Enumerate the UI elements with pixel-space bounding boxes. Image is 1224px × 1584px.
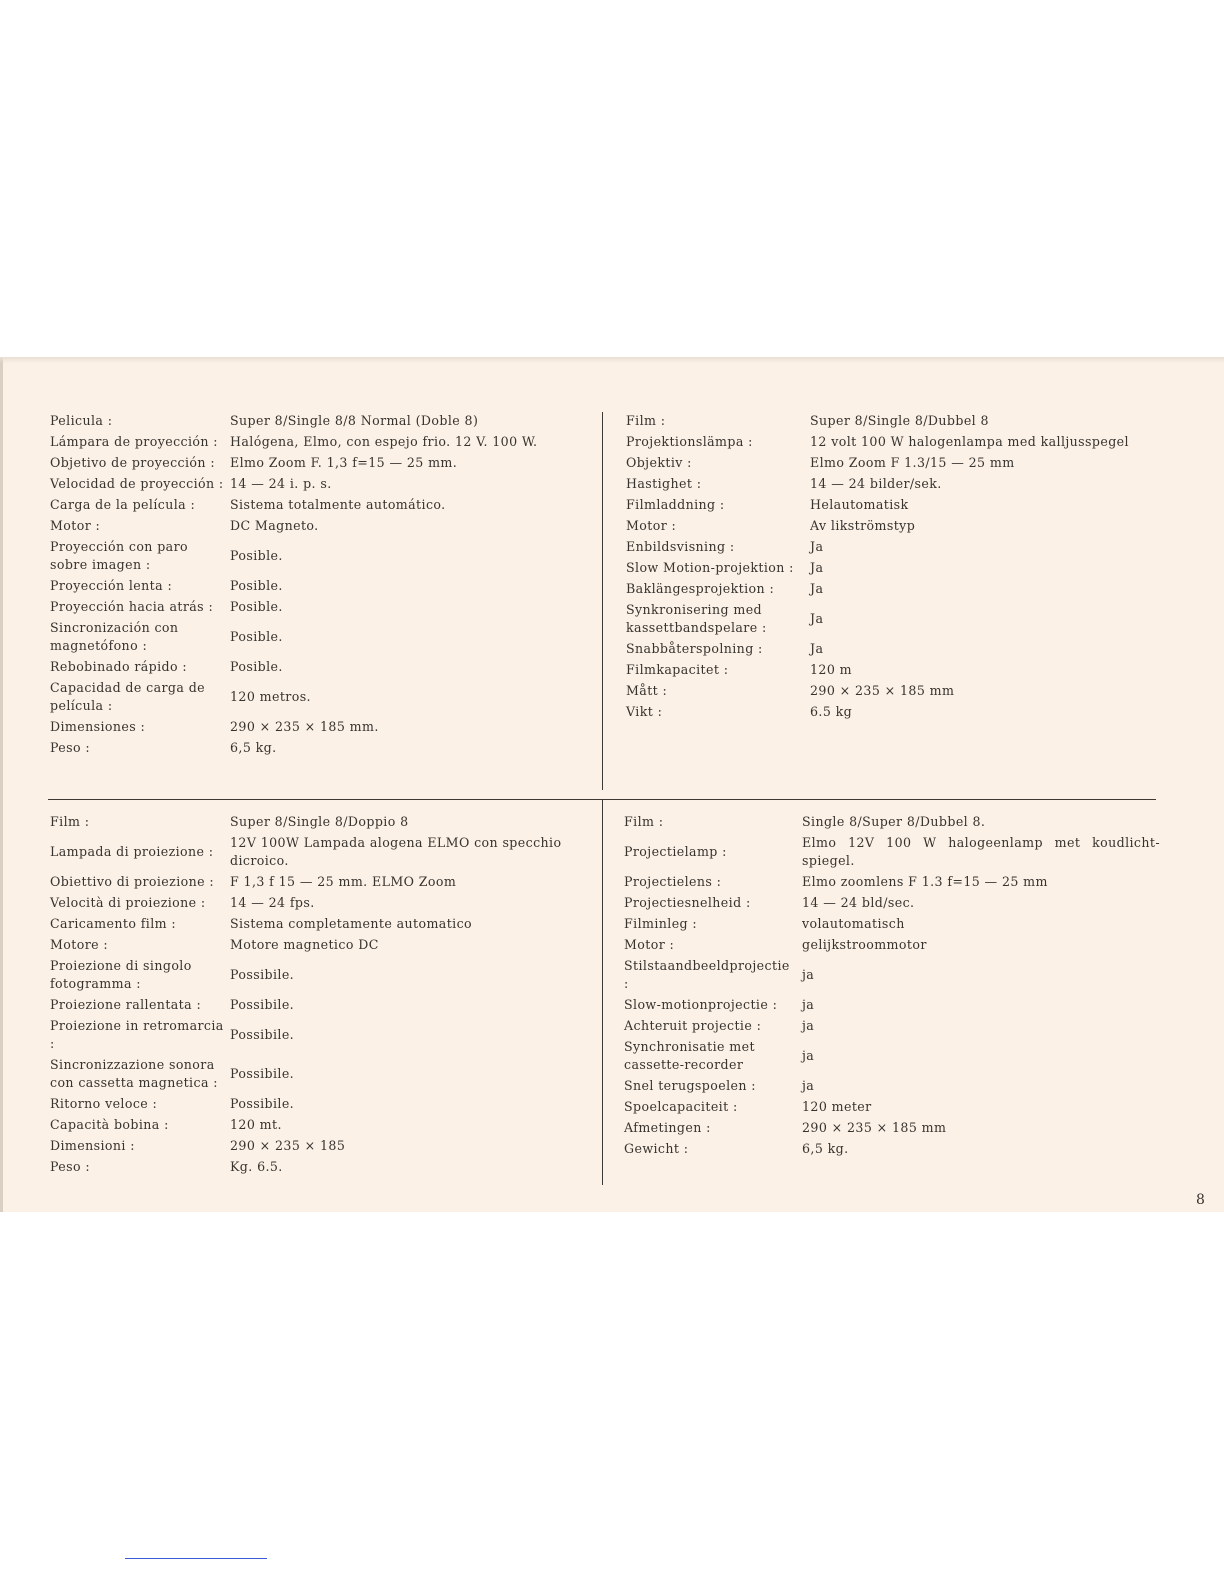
spec-value: Sistema totalmente automático. (230, 497, 446, 512)
swedish-spec-table (626, 411, 1160, 723)
spec-label: Dimensiones : (50, 719, 146, 734)
spec-label: Snel terugspoelen : (624, 1078, 756, 1093)
page-edge-shadow (0, 357, 1224, 363)
spec-row (626, 681, 1160, 702)
spec-value: Possibile. (230, 1027, 295, 1042)
spec-label: Afmetingen : (624, 1120, 711, 1135)
spec-value: Kg. 6.5. (230, 1159, 283, 1174)
spec-label: Vikt : (626, 704, 663, 719)
spec-row (626, 639, 1160, 660)
spec-label: Hastighet : (626, 476, 702, 491)
spec-value: Posible. (230, 548, 283, 563)
spec-value: 120 m (810, 662, 852, 677)
dutch-specifications (624, 812, 1160, 1160)
spec-label: Obiettivo di proiezione : (50, 874, 215, 889)
spec-row (50, 1016, 590, 1055)
spec-row (624, 1139, 1160, 1160)
spec-row (624, 935, 1160, 956)
spec-row (626, 579, 1160, 600)
spec-row (50, 576, 590, 597)
spec-value: ja (802, 1078, 815, 1093)
spec-label: Velocidad de proyección : (50, 476, 224, 491)
spec-row (624, 893, 1160, 914)
spec-value: 12 volt 100 W halogenlampa med kalljusspegel (810, 434, 1129, 449)
spec-label: Carga de la película : (50, 497, 196, 512)
spanish-specifications (50, 411, 590, 759)
spec-label: Motor : (626, 518, 677, 533)
spec-value: Halógena, Elmo, con espejo frio. 12 V. 100 W. (230, 434, 538, 449)
spec-label: Dimensioni : (50, 1138, 135, 1153)
spec-row (50, 618, 590, 657)
spec-value: 120 meter (802, 1099, 872, 1114)
spec-label: Pelicula : (50, 413, 113, 428)
spec-row (626, 453, 1160, 474)
spec-row (626, 495, 1160, 516)
spec-value: 14 — 24 i. p. s. (230, 476, 332, 491)
spec-row (50, 935, 590, 956)
spec-value: 6,5 kg. (230, 740, 277, 755)
spec-value: volautomatisch (802, 916, 905, 931)
spec-row (624, 995, 1160, 1016)
spec-label: Sincronización con magnetófono : (50, 620, 179, 653)
spec-label: Motore : (50, 937, 109, 952)
spec-label: Capacità bobina : (50, 1117, 169, 1132)
italian-specifications (50, 812, 590, 1178)
spec-label: Snabbåterspolning : (626, 641, 763, 656)
spec-value: ja (802, 997, 815, 1012)
spec-label: Projectiesnelheid : (624, 895, 751, 910)
column-divider-top (602, 412, 603, 790)
spec-row (50, 872, 590, 893)
spec-label: Slow-motionprojectie : (624, 997, 778, 1012)
spec-value: Ja (810, 611, 824, 626)
spec-value: 290 × 235 × 185 mm. (230, 719, 379, 734)
spec-value: Possibile. (230, 967, 295, 982)
spec-row (626, 660, 1160, 681)
spec-value: Super 8/Single 8/8 Normal (Doble 8) (230, 413, 479, 428)
spec-label: Caricamento film : (50, 916, 177, 931)
spanish-spec-table (50, 411, 590, 759)
spec-value: Ja (810, 641, 824, 656)
spec-label: Film : (626, 413, 666, 428)
spec-label: Synkronisering med kassettbandspelare : (626, 602, 767, 635)
spec-value: 290 × 235 × 185 (230, 1138, 346, 1153)
dutch-spec-table (624, 812, 1160, 1160)
spec-row (624, 914, 1160, 935)
spec-value: Possibile. (230, 997, 295, 1012)
spec-value: 120 metros. (230, 689, 311, 704)
spec-value: Elmo zoomlens F 1.3 f=15 — 25 mm (802, 874, 1048, 889)
spec-label: Motor : (50, 518, 101, 533)
spec-label: Mått : (626, 683, 668, 698)
spec-row (626, 516, 1160, 537)
spec-label: Proiezione in retromarcia : (50, 1018, 224, 1051)
spec-value: 14 — 24 bld/sec. (802, 895, 915, 910)
spec-value: Posible. (230, 659, 283, 674)
spec-label: Filminleg : (624, 916, 698, 931)
spec-row (50, 833, 590, 872)
spec-label: Slow Motion-projektion : (626, 560, 794, 575)
spec-value: Super 8/Single 8/Doppio 8 (230, 814, 409, 829)
spec-row (50, 597, 590, 618)
spec-row (50, 678, 590, 717)
spec-row (50, 1136, 590, 1157)
spec-value: Posible. (230, 599, 283, 614)
spec-value: ja (802, 967, 815, 982)
spec-value: Motore magnetico DC (230, 937, 379, 952)
spec-row (50, 432, 590, 453)
spec-value: Av likströmstyp (810, 518, 916, 533)
spec-label: Proyección hacia atrás : (50, 599, 214, 614)
spec-label: Synchronisatie met cassette-recorder (624, 1039, 755, 1072)
spec-value: Helautomatisk (810, 497, 909, 512)
spec-label: Filmkapacitet : (626, 662, 729, 677)
spec-row (50, 495, 590, 516)
spec-row (50, 995, 590, 1016)
spec-row (624, 872, 1160, 893)
spec-row (626, 474, 1160, 495)
spec-row (50, 738, 590, 759)
spec-row (50, 1094, 590, 1115)
spec-row (50, 657, 590, 678)
spec-label: Spoelcapaciteit : (624, 1099, 738, 1114)
spec-value: ja (802, 1048, 815, 1063)
spec-value: 6.5 kg (810, 704, 853, 719)
spec-value: Elmo Zoom F 1.3/15 — 25 mm (810, 455, 1015, 470)
spec-value: Possibile. (230, 1096, 295, 1111)
spec-label: Proiezione di singolo fotogramma : (50, 958, 192, 991)
spec-label: Proyección con paro sobre imagen : (50, 539, 188, 572)
spec-label: Objetivo de proyección : (50, 455, 215, 470)
spec-label: Baklängesprojektion : (626, 581, 775, 596)
spec-label: Capacidad de carga de película : (50, 680, 206, 713)
spec-label: Film : (624, 814, 664, 829)
spec-label: Achteruit projectie : (624, 1018, 762, 1033)
spec-label: Filmladdning : (626, 497, 725, 512)
spec-row (624, 1037, 1160, 1076)
spec-row (50, 812, 590, 833)
spec-row (624, 956, 1160, 995)
spec-value: 120 mt. (230, 1117, 282, 1132)
swedish-specifications (626, 411, 1160, 723)
spec-row (50, 1115, 590, 1136)
spec-label: Lámpara de proyección : (50, 434, 218, 449)
spec-value: F 1,3 f 15 — 25 mm. ELMO Zoom (230, 874, 457, 889)
spec-value: gelijkstroommotor (802, 937, 927, 952)
spec-row (624, 1076, 1160, 1097)
spec-row (624, 1118, 1160, 1139)
spec-row (50, 474, 590, 495)
spec-value: 290 × 235 × 185 mm (802, 1120, 947, 1135)
spec-label: Gewicht : (624, 1141, 689, 1156)
spec-row (626, 411, 1160, 432)
spec-row (624, 1016, 1160, 1037)
spec-value: 290 × 235 × 185 mm (810, 683, 955, 698)
spec-label: Projectielens : (624, 874, 722, 889)
spec-row (50, 956, 590, 995)
spec-value: DC Magneto. (230, 518, 319, 533)
spec-row (626, 558, 1160, 579)
spec-value: 14 — 24 fps. (230, 895, 315, 910)
spec-row (624, 812, 1160, 833)
italian-spec-table (50, 812, 590, 1178)
spec-label: Projektionslämpa : (626, 434, 753, 449)
spec-label: Proyección lenta : (50, 578, 173, 593)
spec-label: Motor : (624, 937, 675, 952)
footnote-rule (125, 1558, 267, 1559)
spec-row (50, 411, 590, 432)
spec-label: Objektiv : (626, 455, 692, 470)
spec-row (50, 453, 590, 474)
spec-row (50, 537, 590, 576)
spec-value: Ja (810, 560, 824, 575)
column-divider-bottom (602, 800, 603, 1185)
spec-label: Peso : (50, 740, 91, 755)
spec-value: Super 8/Single 8/Dubbel 8 (810, 413, 989, 428)
spec-label: Stilstaandbeeldprojectie : (624, 958, 790, 991)
spec-row (50, 893, 590, 914)
spec-value: 12V 100W Lampada alogena ELMO con specchio dicroico. (230, 835, 562, 868)
spec-row (50, 914, 590, 935)
spec-value: Posible. (230, 629, 283, 644)
spec-label: Sincronizzazione sonora con cassetta magnetica : (50, 1057, 218, 1090)
spec-row (626, 600, 1160, 639)
spec-row (50, 1157, 590, 1178)
spec-label: Film : (50, 814, 90, 829)
spec-label: Rebobinado rápido : (50, 659, 188, 674)
spec-value: Elmo Zoom F. 1,3 f=15 — 25 mm. (230, 455, 458, 470)
spec-row (50, 1055, 590, 1094)
spec-label: Peso : (50, 1159, 91, 1174)
spec-row (50, 717, 590, 738)
spec-label: Projectielamp : (624, 844, 727, 859)
spec-label: Proiezione rallentata : (50, 997, 202, 1012)
spec-value: Posible. (230, 578, 283, 593)
spec-value: Ja (810, 581, 824, 596)
spec-value: 6,5 kg. (802, 1141, 849, 1156)
spec-row (50, 516, 590, 537)
spec-row (624, 833, 1160, 872)
spec-value: 14 — 24 bilder/sek. (810, 476, 942, 491)
spec-value: Ja (810, 539, 824, 554)
spec-value: Single 8/Super 8/Dubbel 8. (802, 814, 986, 829)
spec-label: Ritorno veloce : (50, 1096, 158, 1111)
spec-value: Sistema completamente automatico (230, 916, 473, 931)
spec-row (626, 702, 1160, 723)
spec-label: Velocità di proiezione : (50, 895, 206, 910)
spec-label: Lampada di proiezione : (50, 844, 214, 859)
spec-label: Enbildsvisning : (626, 539, 735, 554)
spec-row (624, 1097, 1160, 1118)
page-number: 8 (1196, 1192, 1205, 1208)
spec-value: Elmo 12V 100 W halogeenlamp met koudlicht-spiegel. (802, 835, 1160, 868)
spec-row (626, 432, 1160, 453)
spec-value: ja (802, 1018, 815, 1033)
spec-value: Possibile. (230, 1066, 295, 1081)
spec-row (626, 537, 1160, 558)
